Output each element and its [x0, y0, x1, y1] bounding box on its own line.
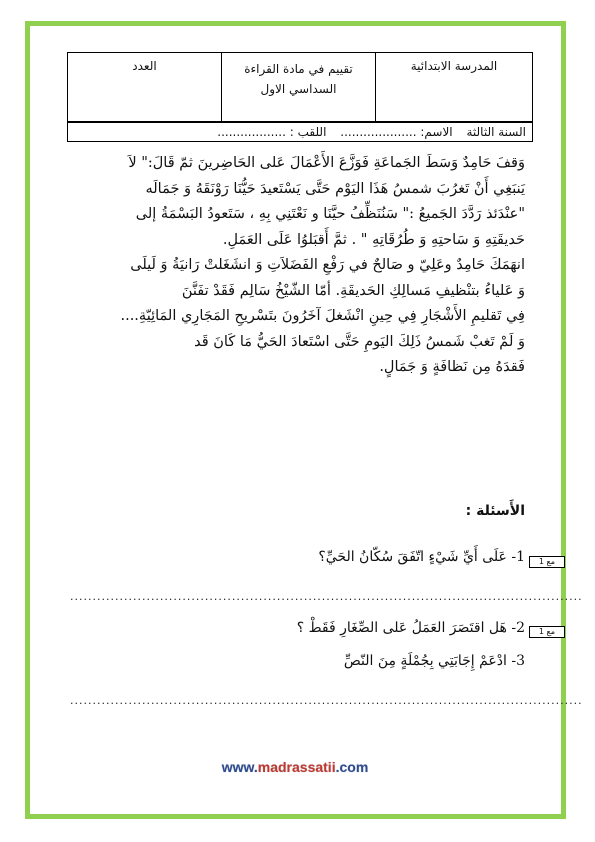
- website-name: madrassatii: [257, 759, 336, 775]
- passage-line: حَديقَتِهِ وَ سَاحتِهِ وَ طُرُقَاتِهِ " . ثمَّ أَقبَلوُا عَلَى العَمَلِ.: [222, 231, 525, 248]
- student-surname-field[interactable]: اللقب : ..................: [217, 125, 327, 139]
- question-2: 2- هَل اقتَصَرَ العَمَلُ عَلى الصِّغَارِ فَقَطْ ؟: [296, 620, 525, 636]
- passage-line: "عنْدَئذ رَدَّدَ الجَميعُ :" سَنُنَظِّفُ حيَّنَا و نَعْتَنِي بِهِ ، سَتَعودُ البَسْمَةُ إلى: [135, 206, 525, 222]
- answer-line-1[interactable]: ..................................................................................................................: [70, 590, 583, 603]
- header-evaluation-title: تقييم في مادة القراءة: [244, 62, 353, 76]
- website-suffix: .com: [335, 759, 369, 775]
- passage-line: وَ لَمْ تَغبْ شَمسُ ذَلِكَ اليَومِ حَتَّى اسْتَعادَ الحَيُّ مَا كَانَ قَد: [194, 333, 525, 350]
- question-3: 3- ادْعَمْ إِجَابَتِي بِجُمْلَةٍ مِنَ النّصِّ: [343, 653, 525, 669]
- header-evaluation-term: السداسي الاول: [260, 82, 337, 96]
- student-info-row: [67, 122, 533, 142]
- passage-line: انهَمَكَ حَامِدٌ وعَلِيّ و صَالحٌ في رَفْعِ الفَضَلاَتِ وَ انشَغَلتْ رَانيَةُ وَ لَيلَى: [130, 257, 525, 273]
- website-prefix: www.: [221, 759, 258, 775]
- student-name-field[interactable]: الاسم: ....................: [340, 125, 453, 139]
- header-number-cell: [68, 53, 222, 121]
- student-year: السنة الثالثة: [466, 125, 526, 139]
- passage-line: يَنبَغِي أَنْ تَغرُبَ شمسُ هَذَا اليَوْم حَتَّى يَسْتَعيدَ حَيُّنَا رَوْنَقَهُ وَ جَمَالَه: [145, 180, 525, 197]
- header-school-cell: [376, 53, 532, 121]
- criteria-box-2: مع 1: [529, 626, 565, 638]
- passage-line: وَقفَ حَامِدٌ وَسَطَ الجَماعَةِ فَوَزَّعَ الأَعْمَالَ عَلى الحَاضِرينَ ثمّ قَالَ:" لاَ: [128, 155, 525, 171]
- questions-heading: الأَسئلة :: [465, 503, 525, 519]
- passage-line: فَقدَهُ مِن نَظافَةٍ وَ جَمَالٍ.: [379, 359, 525, 375]
- passage-line: وَ عَلياءُ بتنْظيفِ مَسالِكِ الحَديقَةِ. أمّا الشّيْخُ سَالِم فَقَدْ تفَنَّنَ: [181, 282, 525, 299]
- criteria-box-1: مع 1: [529, 556, 565, 568]
- answer-line-2[interactable]: ..................................................................................................................: [70, 694, 583, 707]
- header-table: [67, 52, 533, 122]
- reading-passage: [65, 151, 525, 381]
- header-evaluation-cell: [222, 53, 376, 121]
- header-number-label: العدد: [132, 59, 157, 73]
- question-1: 1- عَلَى أَيِّ شَيْءٍ اتّفَقَ سُكّانُ الحَيِّ؟: [318, 549, 525, 565]
- website-watermark: [200, 759, 390, 775]
- header-school-label: المدرسة الابتدائية: [410, 59, 498, 73]
- passage-line: فِي تَقليمِ الأَشْجَارِ فِي حِينِ انْشَغلَ آخَرُونَ بتَسْريحِ المَجَارِي المَائِيّةِ....: [120, 308, 525, 324]
